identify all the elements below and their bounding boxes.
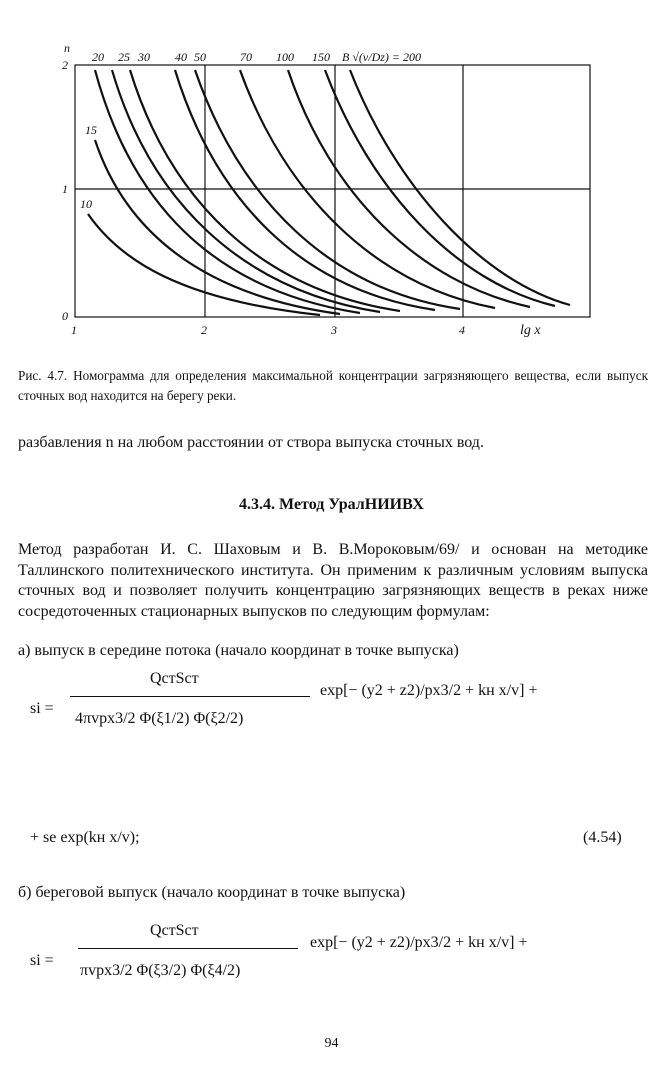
formula-b bbox=[30, 922, 650, 1022]
formula-a bbox=[30, 670, 650, 810]
curve-label-20: 20 bbox=[92, 50, 104, 64]
paragraph-continuation: разбавления n на любом расстоянии от створа выпуска сточных вод. bbox=[18, 434, 484, 451]
curve-label-40: 40 bbox=[175, 50, 187, 64]
y-axis-label: n bbox=[64, 41, 70, 55]
formula-b-lhs: si = bbox=[30, 952, 54, 969]
section-title: 4.3.4. Метод УралНИИВХ bbox=[239, 496, 424, 513]
curve-label-150: 150 bbox=[312, 50, 330, 64]
y-tick-0: 0 bbox=[62, 309, 68, 323]
curve-label-50: 50 bbox=[194, 50, 206, 64]
page-number: 94 bbox=[324, 1036, 339, 1051]
formula-b-denominator: πvpx3/2 Φ(ξ3/2) Φ(ξ4/2) bbox=[80, 962, 241, 979]
formula-a-denominator: 4πvpx3/2 Φ(ξ1/2) Φ(ξ2/2) bbox=[75, 710, 244, 727]
formula-a-lhs: si = bbox=[30, 700, 54, 717]
item-a: а) выпуск в середине потока (начало координат в точке выпуска) bbox=[18, 642, 459, 659]
curve-200 bbox=[350, 70, 570, 305]
curve-label-30: 30 bbox=[138, 50, 150, 64]
figure-caption: Рис. 4.7. Номограмма для определения максимальной концентрации загрязняющего вещества, если выпуск сточных вод находится на берегу реки. bbox=[18, 368, 648, 403]
curve-label-70: 70 bbox=[240, 50, 252, 64]
curve-label-15: 15 bbox=[85, 123, 97, 137]
curve-label-100: 100 bbox=[276, 50, 294, 64]
y-tick-1: 1 bbox=[62, 182, 68, 196]
x-tick-4: 4 bbox=[459, 323, 465, 337]
param-label: B √(v/Dz) = 200 bbox=[342, 50, 422, 64]
formula-a-continuation: + se exp(kн x/v); bbox=[30, 829, 140, 846]
equation-number: (4.54) bbox=[583, 829, 622, 846]
body-paragraph: Метод разработан И. С. Шаховым и В. В.Мороковым/69/ и основан на методике Таллинского политехнического института. Он применим к различным условиям выпуска сточных вод и позволяет получить концентрацию загрязняющих веществ в реках ниже сосредоточенных стационарных выпусков по следующим формулам: bbox=[18, 541, 648, 620]
x-axis-label: lg x bbox=[520, 323, 541, 338]
y-tick-2: 2 bbox=[62, 58, 68, 72]
nomogram-figure bbox=[0, 0, 663, 350]
curve-20 bbox=[95, 70, 360, 313]
x-tick-2: 2 bbox=[201, 323, 207, 337]
curve-label-25: 25 bbox=[118, 50, 130, 64]
formula-b-exp: exp[− (y2 + z2)/px3/2 + kн x/v] + bbox=[310, 934, 528, 951]
x-tick-1: 1 bbox=[71, 323, 77, 337]
formula-a-numerator: QстSст bbox=[150, 670, 199, 687]
item-b: б) береговой выпуск (начало координат в точке выпуска) bbox=[18, 884, 406, 901]
x-tick-3: 3 bbox=[331, 323, 337, 337]
curve-label-10: 10 bbox=[80, 197, 92, 211]
formula-a-exp: exp[− (y2 + z2)/px3/2 + kн x/v] + bbox=[320, 682, 538, 699]
formula-b-numerator: QстSст bbox=[150, 922, 199, 939]
